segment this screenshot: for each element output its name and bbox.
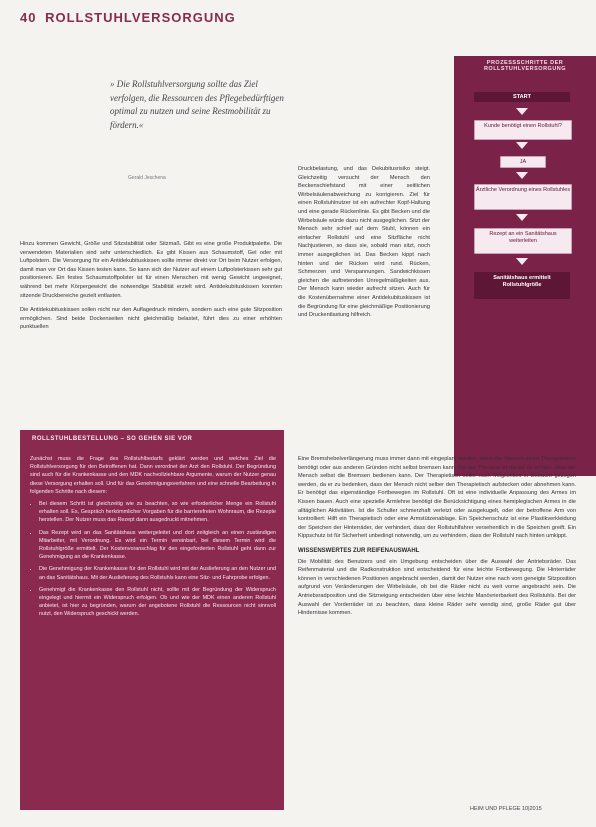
section-number: 40 — [20, 10, 37, 25]
section-title: ROLLSTUHLVERSORGUNG — [45, 10, 236, 25]
flow-arrow-icon — [516, 214, 528, 221]
left-column — [20, 240, 282, 338]
flow-arrow-icon — [516, 142, 528, 149]
paragraph: Eine Bremshebelverlängerung muss immer dann mit eingeplant werden, wenn der Mensch einen Therapiestock benötigt oder aus anderen Gründen nicht selbst bremsen kann. Bei der Therapie ist darauf zu achten, dass der Mensch selbst die Bremsen bedienen kann. Der Therapietisch sollte nach Möglichkeit in Betracht gezogen werden, da er zu bedenken, dass der Mensch nicht selber den Therapietisch aufstecken oder abnehmen kann. Er benötigt das eigenständige Fortbewegen im Rollstuhl. Oft ist eine individuelle Anpassung des Armes im Kissen bauen. Auch eine spezielle Armlehne benötigt die Berücksichtigung eines hemiplegischen Armes in die alltäglichen Aktivitäten. Ist die Schulter schmerzhaft verletzt oder ausgekugelt, oder der betroffene Arm von kontrolliert: Hilft ein Therapietisch oder eine Armstützenablage. Ein Speichenschutz ist eine Plastikverkleidung der Speichen der Hinterräder, der verhindert, dass der Rollstuhlfahrer versehentlich in die Speichen greift. Ein Kippschutz ist für Sicherheit unbedingt notwendig, um zu verhindern, dass der Rollstuhl nach hinten umkippt. — [298, 456, 576, 540]
list-item: • Das Rezept wird an das Sanitätshaus weitergeleitet und dort zeitgleich an einen zuständigen Mitarbeiter, mit Verordnung. Es wird ein Termin vereinbart, bei diesem Termin wird die Rollstuhlgröße ermittelt. Der Kostenvoranschlag für den eingeforderten Rollstuhl geht dann zur Genehmigung an die Krankenkasse. — [39, 529, 276, 562]
flow-step-forward-prescription: Rezept an ein Sanitätshaus weiterleiten — [474, 228, 572, 254]
paragraph: Die Mobilität des Benutzers und ein Umgebung entscheiden über die Auswahl der Antriebsräder. Das Reifenmaterial und die Radkonstruktion sind entscheidend für eine leichte Fortbewegung. Die Hinterräder können in verschiedenen Positionen angebracht werden, damit der Nutzer eine nach vorn geneigte Sitzposition aufgrund von Veränderungen der Wirbelsäule, ob bei die Räder nicht zu weit vorne angebracht sein. Die Antriebsradposition und die Sitzneigung entscheiden über eine leichte Manövrierbarkeit des Rollstuhls. Bei der Auswahl der Vorderräder ist zu beachten, dass kleine Räder sehr wendig sind, große Räder gut über Hindernisse kommen. — [298, 558, 576, 617]
flow-step-prescription: Ärztliche Verordnung eines Rollstuhles — [474, 184, 572, 210]
pull-quote: » Die Rollstuhlversorgung sollte das Ziel verfolgen, die Ressourcen des Pflegebedürftigen optimal zu nutzen und seine Restmobilität zu fördern.« — [110, 79, 284, 130]
process-flow-header: PROZESSSCHRITTE DER ROLLSTUHLVERSORGUNG — [483, 60, 567, 72]
info-box-body — [30, 455, 276, 623]
flow-step-yes: JA — [500, 156, 546, 168]
list-item: • Genehmigt die Krankenkasse den Rollstuhl nicht, sollte mit der Begründung der Widerspruch eingelegt und hiermit ein Widerspruch erfolgen. Ob und wie der MDK einen anderen Rollstuhl anbietet, ist hier zu begründen, warum der angebotene Rollstuhl die Ressourcen nicht sinnvoll nutzt, den Widerspruch geschickt werden. — [39, 586, 276, 619]
paragraph: Die Antidekubituskissen sollen nicht nur den Auflagedruck mindern, sondern auch eine gute Sitzposition ermöglichen. Sind beide Dockenseiten nicht gleichmäßig belastet, führt dies zu einer erhöhten punktuellen — [20, 307, 282, 331]
quote-author: Gerald Jeschena — [128, 175, 166, 181]
list-item: • Die Genehmigung der Krankenkasse für den Rollstuhl wird mit der Auslieferung an den Nutzer und an das Sanitätshaus. Mit der Auslieferung des Rollstuhls kann eine Sitz- und Fahrprobe erfolgen. — [39, 565, 276, 581]
process-flow-panel — [454, 56, 596, 476]
info-box-list — [30, 500, 276, 619]
flow-step-start: START — [474, 92, 570, 102]
info-box-title: ROLLSTUHLBESTELLUNG – SO GEHEN SIE VOR — [32, 436, 193, 442]
flow-arrow-icon — [516, 258, 528, 265]
paragraph: Hinzu kommen Gewicht, Größe und Sitzstabilität oder Sitzmaß. Gibt es eine große Produktpalette. Die verwendeten Materialien sind sehr unterschiedlich. Es gibt Kissen aus Schaumstoff, Gel oder mit Luftpolstern. Die Versorgung für ein Antidekubituskissen sollte immer direkt vor Ort beim Nutzer erfolgen, damit man vor Ort das Kissen testen kann. So kann sich der Nutzer auf einem Luftpolsterkissen sehr gut positionieren. Ein festes Schaumstoffpolster ist für einen Menschen mit wenig Gewicht ungeeignet, während bei mehr Körpergewicht die notwendige Stabilität erzielt wird. Antidekubituskissen konnten sitzende Druckbereiche gezielt entlasten. — [20, 241, 282, 299]
subheading: WISSENSWERTES ZUR REIFENAUSWAHL — [298, 547, 420, 554]
section-header — [20, 10, 236, 25]
list-item: • Bei diesem Schritt ist gleichzeitig wie zu beachten, so wie erforderlicher Menge ein Rollstuhl erhalten soll. Es, Gespräch herkömmlicher Vorgaben für die barrierefreien Wohnraum, die Rezepte herstellen. Der Nutzer muss das Rezept dann ausgedruckt mitnehmen. — [39, 500, 276, 525]
flow-step-measure-wheelchair: Sanitätshaus ermittelt Rollstuhlgröße — [474, 272, 570, 299]
flow-arrow-icon — [516, 108, 528, 115]
flow-step-question: Kunde benötigt einen Rollstuhl? — [474, 120, 572, 140]
flow-arrow-icon — [516, 172, 528, 179]
paragraph: Druckbelastung, und das Dekubitusrisiko steigt. Gleichzeitig versucht der Mensch den Beckenschiefstand mit einer seitlichen Wirbelsäulenabweichung zu korrigieren. Ziel für einen Rollstuhlnutzer ist ein aufrechter Kopf-Haltung und eine gerade Rückenlinie. Es gibt Becken und die Wirbelsäule würde dazu nicht ausgeglichen. Sitzt der Mensch sehr schief auf dem Stuhl, können ein einfacher Rollstuhl und eine Sitzfläche nicht Nachjustieren, so dass sie, sobald man sitzt, noch immer ausgeglichen ist. Das Becken kippt nach hinten und der Rücken wird rund. Rücken, Schmerzen und Verspannungen. Sandwichkissen gleichen die auftretenden Unregelmäßigkeiten aus. Der Mensch kann wieder aufrecht sitzen. Auch für die Kostenübernahme einer Antidekubituskissen ist die Begründung für eine gleichmäßige Positionierung und Druckentlastung hilfreich. — [298, 166, 430, 319]
info-box-intro: Zunächst muss die Frage des Rollstuhlbedarfs geklärt werden und welches Ziel die Rollstuhlversorgung für den Betroffenen hat. Dann verordnet der Arzt den Rollstuhl. Der Begründung sind auch für die Krankenkasse und den MDK nachvollziehbare Argumente, warum der Nutzer genau diese Versorgung erhalten soll. Und für das Genehmigungsverfahren und eine schnelle Bearbeitung in folgenden Schritte nach diesem: — [30, 456, 276, 495]
middle-column — [298, 165, 430, 326]
page-footer: HEIM UND PFLEGE 10|2015 — [470, 806, 542, 812]
bottom-right-column — [298, 455, 576, 624]
